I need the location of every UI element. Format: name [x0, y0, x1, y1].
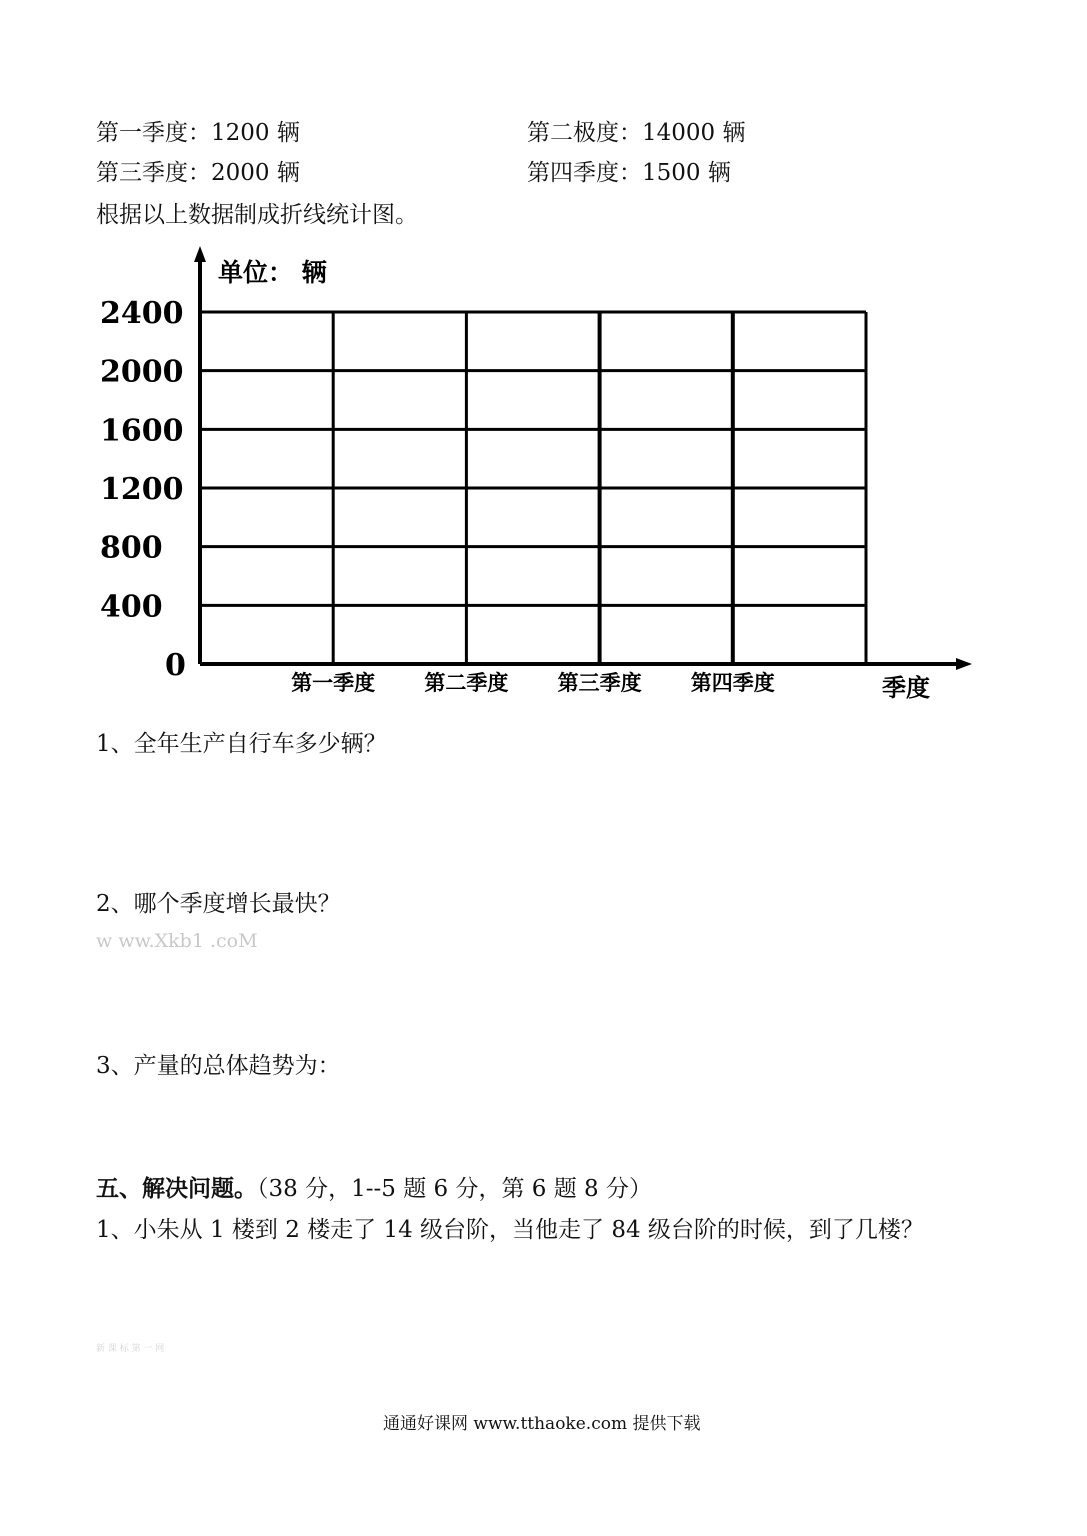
section-5-problem-1: 1、小朱从 1 楼到 2 楼走了 14 级台阶，当他走了 84 级台阶的时候，到了几楼？ — [96, 1217, 924, 1243]
data-line-q1: 第一季度：1200 辆 — [96, 120, 300, 146]
question-1: 1、全年生产自行车多少辆？ — [96, 731, 387, 757]
chart-x-axis-label: 季度 — [882, 673, 930, 702]
chart-x-tick-labels — [291, 670, 775, 695]
chart-x-tick-label: 第三季度 — [557, 670, 642, 695]
page-footer: 通通好课网 www.tthaoke.com 提供下载 — [383, 1414, 701, 1434]
section-5-title — [96, 1170, 652, 1203]
question-2: 2、哪个季度增长最快？ — [96, 891, 341, 917]
section-5-points: （38 分，1--5 题 6 分，第 6 题 8 分） — [257, 1176, 652, 1202]
chart-grid-lines — [200, 312, 866, 664]
data-line-q2: 第二极度：14000 辆 — [527, 120, 746, 146]
chart-x-tick-label: 第二季度 — [424, 670, 509, 695]
chart-y-tick-label: 800 — [100, 530, 163, 566]
data-line-q4: 第四季度：1500 辆 — [527, 160, 731, 186]
chart-y-tick-label: 2000 — [100, 354, 184, 390]
watermark-text: w ww.Xkb1 .coM — [96, 930, 258, 952]
chart-x-axis-arrow — [956, 658, 972, 670]
data-line-q3: 第三季度：2000 辆 — [96, 160, 300, 186]
chart-x-tick-label: 第一季度 — [291, 670, 376, 695]
chart-y-tick-label: 1200 — [100, 472, 184, 507]
chart-y-tick-label: 0 — [165, 648, 186, 683]
chart-y-tick-label: 1600 — [100, 413, 184, 449]
chart-x-tick-label: 第四季度 — [690, 670, 775, 695]
line-chart-grid — [0, 0, 1087, 720]
section-5-heading: 五、解决问题。 — [96, 1175, 257, 1202]
chart-y-tick-label: 400 — [100, 589, 163, 625]
question-3: 3、产量的总体趋势为： — [96, 1053, 341, 1079]
instruction: 根据以上数据制成折线统计图。 — [96, 202, 418, 228]
chart-y-tick-labels — [100, 296, 186, 683]
faint-note: 新 课 标 第 一 网 — [96, 1344, 165, 1354]
chart-unit-label: 单位： 辆 — [218, 258, 327, 287]
chart-y-axis-arrow — [194, 246, 206, 262]
chart-y-tick-label: 2400 — [100, 296, 184, 331]
